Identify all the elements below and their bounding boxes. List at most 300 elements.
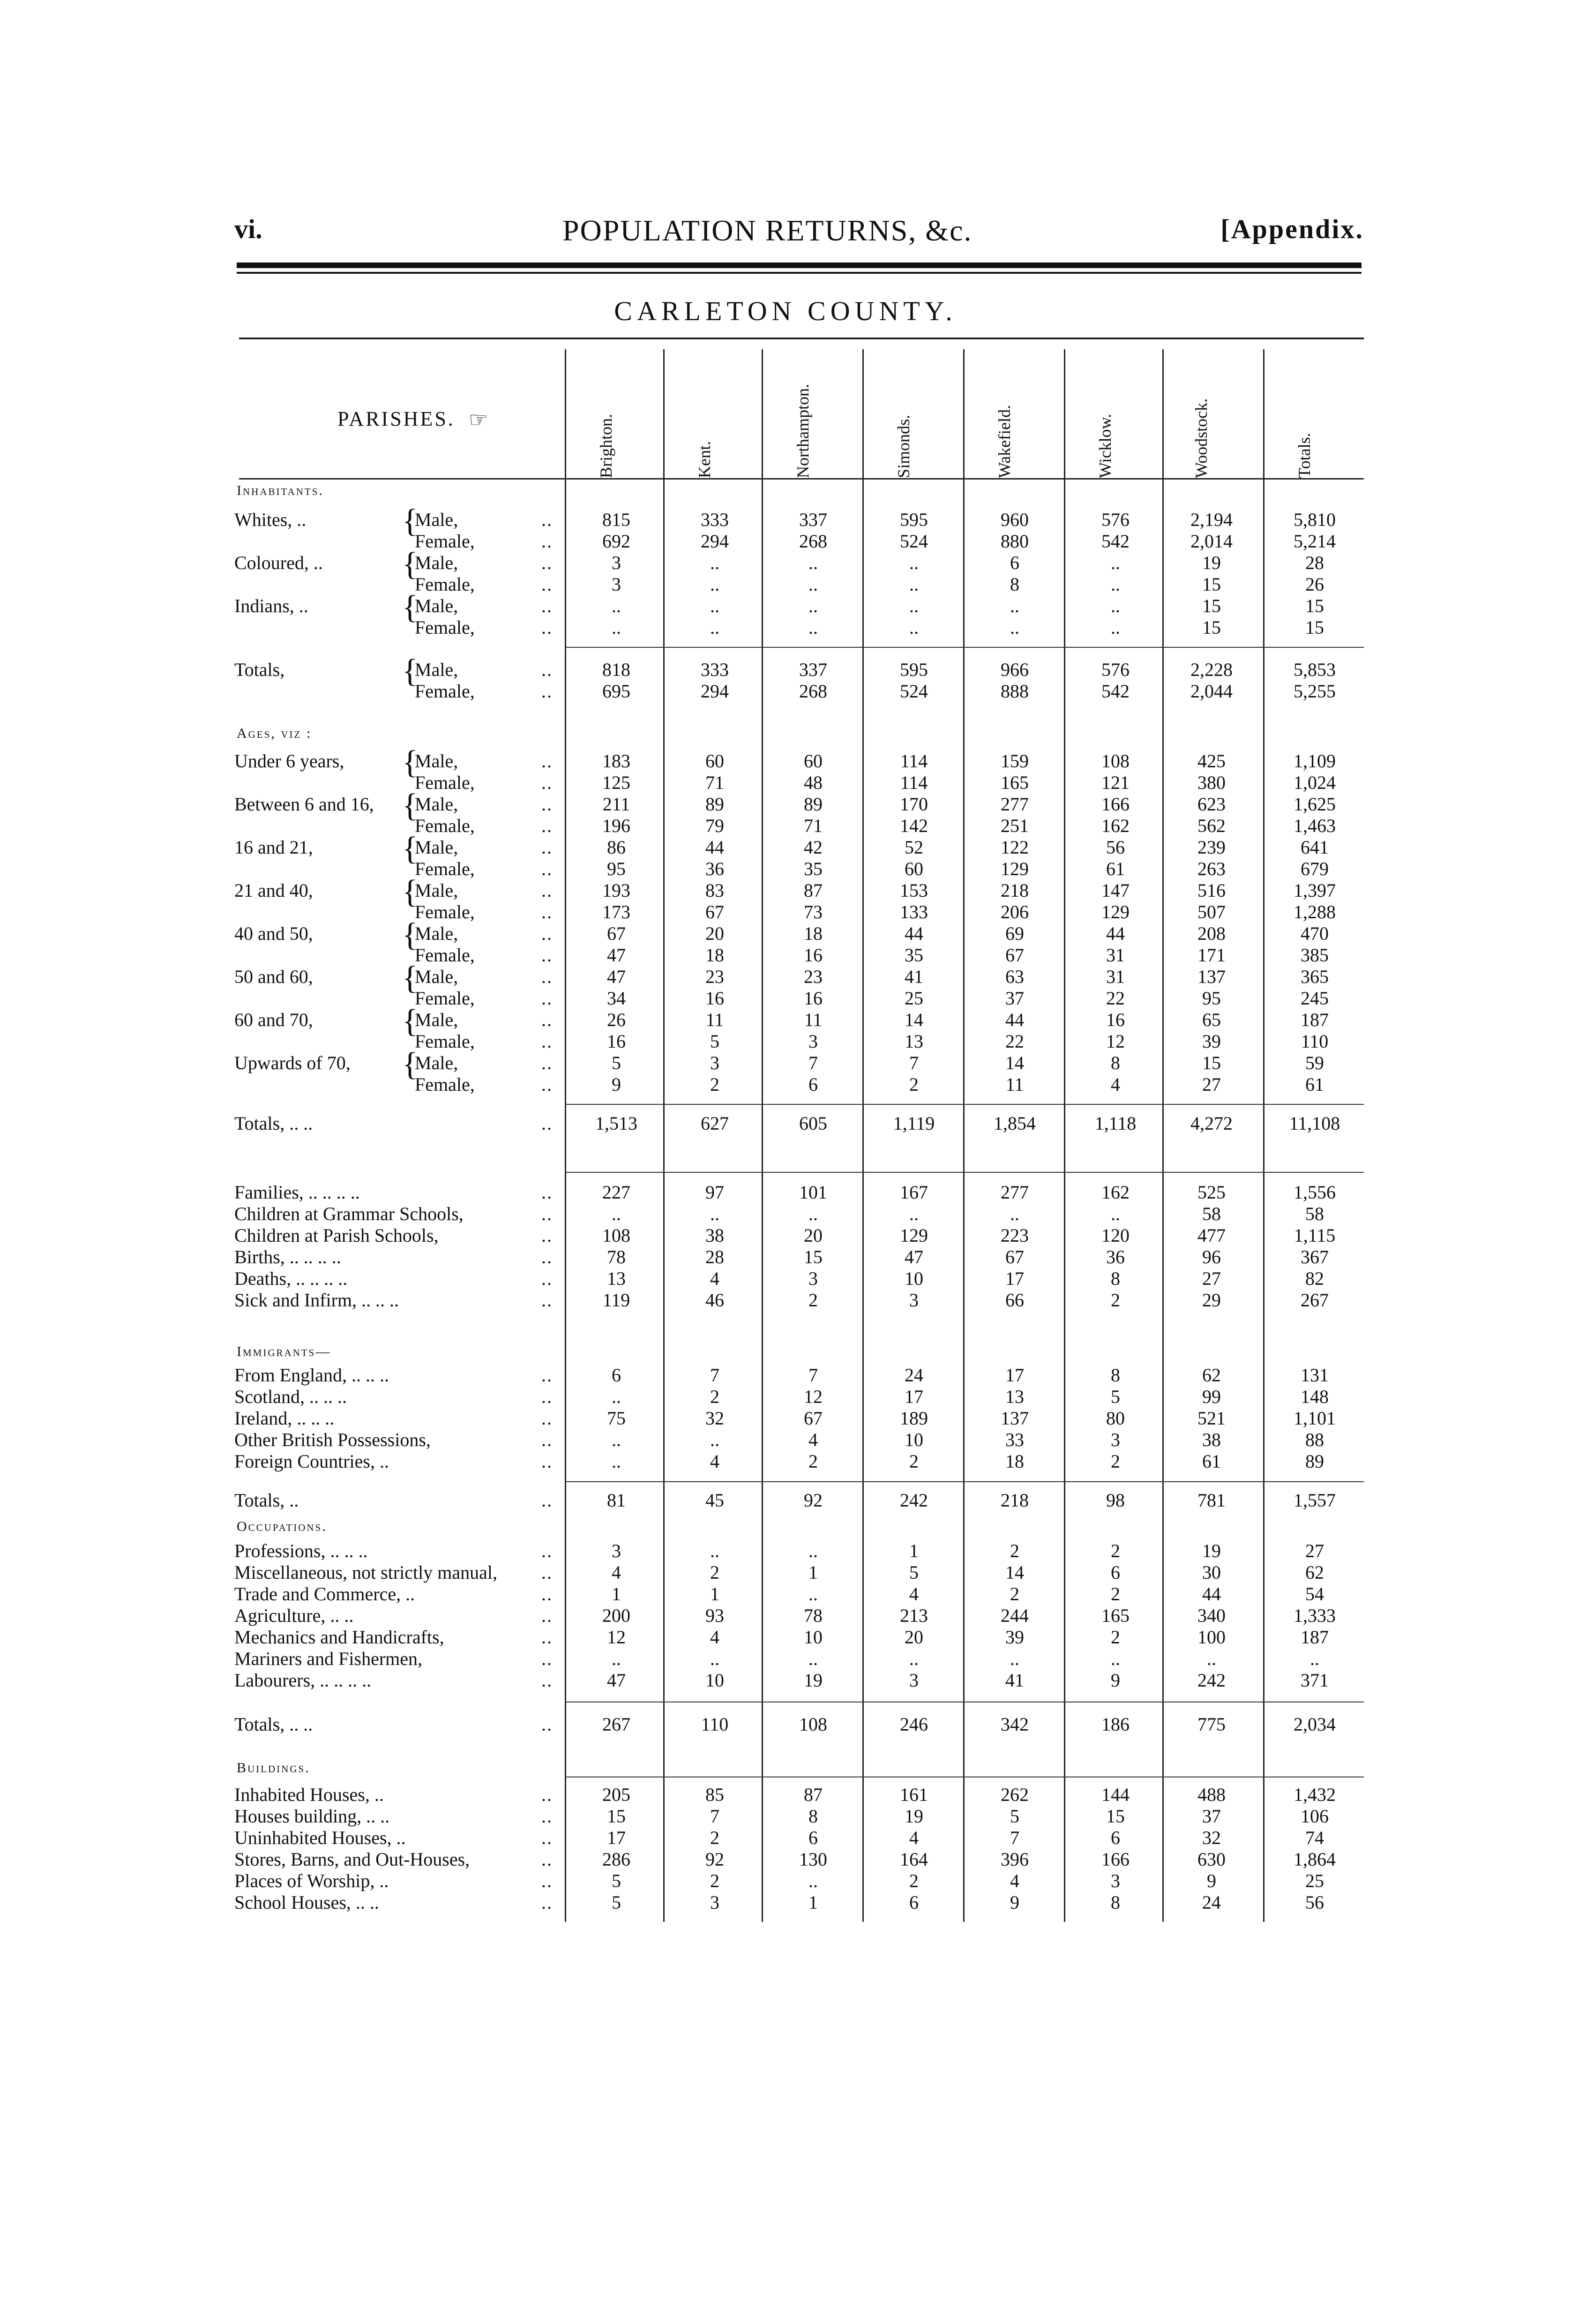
table-cell: 775 (1197, 1714, 1226, 1735)
table-cell: 340 (1197, 1605, 1226, 1626)
table-cell: 48 (804, 772, 823, 793)
table-cell: 95 (1202, 988, 1221, 1009)
running-title: POPULATION RETURNS, &c. (562, 214, 973, 247)
table-row (0, 1289, 1571, 1311)
table-cell: 170 (900, 794, 928, 815)
table-cell: 28 (705, 1246, 724, 1267)
leader-dots: .. (541, 1009, 553, 1030)
row-label: 60 and 70, (234, 1009, 313, 1030)
row-sublabel: Female, (415, 617, 475, 638)
table-row (0, 1009, 1571, 1030)
table-cell: 10 (905, 1429, 923, 1450)
table-cell: 12 (607, 1627, 626, 1648)
table-cell: 161 (900, 1784, 928, 1805)
table-row (0, 1540, 1571, 1561)
table-cell: 69 (1005, 923, 1024, 944)
table-cell: 44 (1106, 923, 1125, 944)
table-cell: 78 (607, 1246, 626, 1267)
table-cell: .. (710, 595, 719, 616)
table-cell: 2 (808, 1289, 818, 1311)
running-head (234, 209, 1364, 255)
table-cell: 211 (602, 794, 630, 815)
table-cell: 66 (1005, 1289, 1024, 1311)
table-cell: 3 (710, 1052, 719, 1073)
table-cell: 108 (799, 1714, 827, 1735)
brace-icon: { (402, 744, 418, 780)
table-cell: 125 (602, 772, 630, 793)
table-cell: 3 (612, 1540, 621, 1561)
table-row (0, 987, 1571, 1009)
leader-dots: .. (541, 750, 553, 772)
table-cell: 4 (1111, 1074, 1120, 1095)
table-cell: 186 (1101, 1714, 1130, 1735)
leader-dots: .. (541, 1246, 553, 1267)
leader-dots: .. (541, 1849, 553, 1870)
leader-dots: .. (541, 1182, 553, 1203)
table-cell: 333 (701, 659, 729, 680)
table-cell: 12 (1106, 1031, 1125, 1052)
table-row (0, 1246, 1571, 1267)
table-cell: .. (909, 617, 919, 638)
row-label: Labourers, .. .. .. .. (234, 1670, 372, 1691)
table-cell: 133 (900, 901, 928, 922)
brace-icon: { (402, 1046, 418, 1082)
table-cell: 5 (909, 1562, 919, 1583)
table-cell: 960 (1001, 509, 1029, 530)
table-row (0, 1364, 1571, 1386)
table-cell: 71 (705, 772, 724, 793)
table-cell: 34 (607, 988, 626, 1009)
table-cell: 147 (1101, 880, 1130, 901)
row-label: Between 6 and 16, (234, 794, 374, 815)
column-header-label: Kent. (695, 441, 714, 478)
table-cell: 524 (900, 531, 928, 552)
column-header-label: Northampton. (793, 384, 812, 478)
pointing-hand-icon: ☞ (469, 408, 488, 432)
table-cell: 26 (1305, 574, 1324, 595)
row-label: Coloured, .. (234, 552, 323, 573)
table-cell: 9 (1010, 1892, 1019, 1913)
header-bottom-rule (239, 478, 1364, 480)
table-cell: 1 (909, 1540, 919, 1561)
table-cell: .. (808, 595, 818, 616)
table-cell: 781 (1197, 1490, 1226, 1511)
row-sublabel: Female, (415, 901, 475, 922)
row-sublabel: Female, (415, 574, 475, 595)
header-rule-thin (237, 272, 1362, 274)
table-cell: 60 (705, 750, 724, 772)
table-cell: 695 (602, 681, 630, 702)
total-rule (565, 1172, 1364, 1173)
table-cell: 10 (905, 1268, 923, 1289)
leader-dots: .. (541, 772, 553, 793)
row-sublabel: Female, (415, 772, 475, 793)
table-cell: 524 (900, 681, 928, 702)
table-cell: 63 (1005, 966, 1024, 987)
leader-dots: .. (541, 617, 553, 638)
row-label: Births, .. .. .. .. (234, 1246, 341, 1267)
table-cell: .. (710, 552, 719, 573)
row-sublabel: Male, (415, 659, 458, 680)
leader-dots: .. (541, 1892, 553, 1913)
table-cell: 595 (900, 509, 928, 530)
table-cell: 2 (710, 1870, 719, 1891)
table-cell: 61 (1202, 1451, 1221, 1472)
table-cell: 38 (1202, 1429, 1221, 1450)
brace-icon: { (402, 831, 418, 867)
table-cell: 74 (1305, 1827, 1324, 1848)
leader-dots: .. (541, 1074, 553, 1095)
column-header-label: Totals. (1295, 433, 1314, 478)
table-cell: 89 (1305, 1451, 1324, 1472)
leader-dots: .. (541, 1490, 553, 1511)
table-cell: .. (1111, 574, 1120, 595)
table-cell: 627 (701, 1113, 729, 1134)
row-sublabel: Female, (415, 815, 475, 836)
section-occupations: Occupations. (237, 1519, 327, 1534)
table-cell: 54 (1305, 1583, 1324, 1604)
table-cell: .. (1010, 1648, 1019, 1669)
table-cell: 470 (1301, 923, 1329, 944)
table-cell: 337 (799, 659, 827, 680)
table-cell: 15 (1305, 595, 1324, 616)
table-cell: 13 (905, 1031, 923, 1052)
row-label: Inhabited Houses, .. (234, 1784, 384, 1805)
table-cell: 11,108 (1289, 1113, 1340, 1134)
table-cell: 19 (1202, 552, 1221, 573)
table-cell: 1 (710, 1583, 719, 1604)
table-cell: .. (612, 1386, 621, 1407)
row-label: Deaths, .. .. .. .. (234, 1268, 348, 1289)
table-cell: 129 (900, 1225, 928, 1246)
table-cell: 27 (1305, 1540, 1324, 1561)
column-header (1190, 347, 1219, 478)
table-cell: 6 (1111, 1562, 1120, 1583)
table-cell: 92 (705, 1849, 724, 1870)
table-cell: 244 (1001, 1605, 1029, 1626)
row-sublabel: Female, (415, 1031, 475, 1052)
table-cell: 187 (1301, 1009, 1329, 1030)
table-cell: 286 (602, 1849, 630, 1870)
table-cell: 818 (602, 659, 630, 680)
table-cell: 10 (804, 1627, 823, 1648)
table-cell: 966 (1001, 659, 1029, 680)
total-rule (565, 1104, 1364, 1105)
table-row (0, 772, 1571, 793)
table-cell: 16 (804, 988, 823, 1009)
leader-dots: .. (541, 1870, 553, 1891)
table-cell: .. (710, 1540, 719, 1561)
table-cell: 223 (1001, 1225, 1029, 1246)
leader-dots: .. (541, 901, 553, 922)
table-cell: 4 (1010, 1870, 1019, 1891)
table-cell: 119 (602, 1289, 630, 1311)
leader-dots: .. (541, 1562, 553, 1583)
table-cell: 137 (1197, 966, 1226, 987)
table-cell: 16 (705, 988, 724, 1009)
table-cell: 7 (710, 1364, 719, 1386)
leader-dots: .. (541, 681, 553, 702)
column-header (1294, 347, 1322, 478)
row-sublabel: Female, (415, 681, 475, 702)
row-label: Houses building, .. .. (234, 1806, 390, 1827)
leader-dots: .. (541, 1670, 553, 1691)
table-cell: 2 (909, 1870, 919, 1891)
table-row (0, 1870, 1571, 1891)
leader-dots: .. (541, 1806, 553, 1827)
table-row (0, 530, 1571, 552)
table-row (0, 616, 1571, 638)
row-sublabel: Female, (415, 945, 475, 966)
table-cell: 385 (1301, 945, 1329, 966)
table-cell: 2 (710, 1562, 719, 1583)
total-rule (565, 1481, 1364, 1482)
table-cell: 153 (900, 880, 928, 901)
row-sublabel: Female, (415, 531, 475, 552)
table-cell: 2 (909, 1074, 919, 1095)
table-row (0, 966, 1571, 987)
table-cell: 96 (1202, 1246, 1221, 1267)
table-cell: 1,513 (595, 1113, 637, 1134)
table-row (0, 1604, 1571, 1626)
row-label: Upwards of 70, (234, 1052, 351, 1073)
leader-dots: .. (541, 794, 553, 815)
table-cell: 206 (1001, 901, 1029, 922)
row-sublabel: Male, (415, 923, 458, 944)
table-cell: 542 (1101, 531, 1130, 552)
leader-dots: .. (541, 1451, 553, 1472)
table-cell: 83 (705, 880, 724, 901)
brace-icon: { (402, 503, 418, 539)
table-cell: .. (1111, 1648, 1120, 1669)
table-cell: 44 (1005, 1009, 1024, 1030)
table-cell: 227 (602, 1182, 630, 1203)
table-cell: 164 (900, 1849, 928, 1870)
table-cell: 200 (602, 1605, 630, 1626)
column-header (893, 347, 921, 478)
table-row (0, 1203, 1571, 1224)
table-cell: 1,333 (1294, 1605, 1336, 1626)
table-cell: 4 (909, 1583, 919, 1604)
table-cell: .. (710, 574, 719, 595)
table-cell: 30 (1202, 1562, 1221, 1583)
column-header (1094, 347, 1122, 478)
row-label: Mariners and Fishermen, (234, 1648, 423, 1669)
table-cell: 641 (1301, 837, 1329, 858)
table-row (0, 1052, 1571, 1073)
table-cell: 2 (808, 1451, 818, 1472)
leader-dots: .. (541, 1364, 553, 1386)
brace-icon: { (402, 589, 418, 625)
table-row (0, 901, 1571, 922)
table-cell: .. (808, 574, 818, 595)
row-sublabel: Male, (415, 595, 458, 616)
table-cell: 17 (1005, 1364, 1024, 1386)
table-cell: .. (909, 552, 919, 573)
table-cell: 60 (804, 750, 823, 772)
table-cell: 18 (804, 923, 823, 944)
leader-dots: .. (541, 1429, 553, 1450)
table-cell: .. (612, 1429, 621, 1450)
county-title: CARLETON COUNTY. (614, 296, 957, 326)
table-cell: 507 (1197, 901, 1226, 922)
column-header-label: Wakefield. (995, 405, 1014, 478)
table-cell: 396 (1001, 1849, 1029, 1870)
table-cell: 277 (1001, 1182, 1029, 1203)
table-cell: 3 (909, 1289, 919, 1311)
leader-dots: .. (541, 1268, 553, 1289)
table-cell: 67 (607, 923, 626, 944)
table-cell: 81 (607, 1490, 626, 1511)
table-row (0, 750, 1571, 772)
table-cell: 815 (602, 509, 630, 530)
table-cell: 16 (607, 1031, 626, 1052)
table-cell: 294 (701, 531, 729, 552)
table-cell: 605 (799, 1113, 827, 1134)
table-cell: 13 (607, 1268, 626, 1289)
table-cell: 488 (1197, 1784, 1226, 1805)
table-cell: 166 (1101, 794, 1130, 815)
table-cell: 1 (612, 1583, 621, 1604)
table-row (0, 1669, 1571, 1691)
table-row (0, 1561, 1571, 1583)
leader-dots: .. (541, 1540, 553, 1561)
table-cell: .. (710, 1203, 719, 1224)
table-row (0, 879, 1571, 901)
row-label: Mechanics and Handicrafts, (234, 1627, 444, 1648)
table-row (0, 1848, 1571, 1870)
column-header-label: Simonds. (894, 414, 913, 478)
table-cell: 130 (799, 1849, 827, 1870)
table-cell: 1,118 (1094, 1113, 1137, 1134)
table-cell: 576 (1101, 509, 1130, 530)
table-cell: 692 (602, 531, 630, 552)
table-cell: 268 (799, 531, 827, 552)
table-cell: 110 (701, 1714, 729, 1735)
table-cell: 5 (710, 1031, 719, 1052)
table-cell: 8 (1111, 1052, 1120, 1073)
table-cell: 19 (905, 1806, 923, 1827)
table-cell: 1,432 (1294, 1784, 1336, 1805)
brace-icon: { (402, 1003, 418, 1039)
table-cell: 85 (705, 1784, 724, 1805)
row-sublabel: Female, (415, 988, 475, 1009)
table-cell: 120 (1101, 1225, 1130, 1246)
table-cell: 75 (607, 1408, 626, 1429)
table-cell: 477 (1197, 1225, 1226, 1246)
table-cell: 99 (1202, 1386, 1221, 1407)
table-cell: 5 (612, 1892, 621, 1913)
table-cell: 37 (1202, 1806, 1221, 1827)
table-cell: 542 (1101, 681, 1130, 702)
leader-dots: .. (541, 1583, 553, 1604)
table-row (0, 552, 1571, 573)
leader-dots: .. (541, 1052, 553, 1073)
table-cell: 2,044 (1190, 681, 1233, 702)
row-label: Agriculture, .. .. (234, 1605, 354, 1626)
row-sublabel: Male, (415, 552, 458, 573)
table-cell: 2 (710, 1074, 719, 1095)
table-cell: 562 (1197, 815, 1226, 836)
total-rule (565, 647, 1364, 648)
table-cell: 20 (804, 1225, 823, 1246)
table-row (0, 922, 1571, 944)
table-row (0, 1429, 1571, 1450)
leader-dots: .. (541, 1289, 553, 1311)
table-cell: 7 (1010, 1827, 1019, 1848)
column-header-label: Woodstock. (1192, 398, 1211, 478)
table-cell: 6 (1111, 1827, 1120, 1848)
table-cell: .. (909, 574, 919, 595)
table-cell: 106 (1301, 1806, 1329, 1827)
table-cell: 576 (1101, 659, 1130, 680)
row-label: Other British Possessions, (234, 1429, 431, 1450)
table-cell: 14 (905, 1009, 923, 1030)
table-cell: 8 (1111, 1364, 1120, 1386)
table-cell: 87 (804, 1784, 823, 1805)
table-cell: 380 (1197, 772, 1226, 793)
table-cell: 6 (909, 1892, 919, 1913)
table-cell: 61 (1106, 858, 1125, 879)
table-cell: 162 (1101, 1182, 1130, 1203)
row-label: Under 6 years, (234, 750, 344, 772)
table-cell: 3 (612, 574, 621, 595)
table-cell: 2,014 (1190, 531, 1233, 552)
leader-dots: .. (541, 1386, 553, 1407)
table-cell: 3 (612, 552, 621, 573)
row-label: School Houses, .. .. (234, 1892, 379, 1913)
row-sublabel: Male, (415, 794, 458, 815)
table-cell: .. (808, 552, 818, 573)
table-cell: 5 (1111, 1386, 1120, 1407)
table-cell: 165 (1101, 1605, 1130, 1626)
table-cell: 277 (1001, 794, 1029, 815)
table-cell: 39 (1202, 1031, 1221, 1052)
table-cell: 9 (612, 1074, 621, 1095)
table-cell: 1,288 (1294, 901, 1336, 922)
table-row (0, 1805, 1571, 1827)
table-cell: 2 (710, 1386, 719, 1407)
table-cell: 19 (804, 1670, 823, 1691)
table-cell: .. (1111, 595, 1120, 616)
table-cell: 44 (705, 837, 724, 858)
table-cell: 39 (1005, 1627, 1024, 1648)
table-cell: .. (1310, 1648, 1319, 1669)
table-cell: 1,397 (1294, 880, 1336, 901)
leader-dots: .. (541, 1605, 553, 1626)
table-cell: 131 (1301, 1364, 1329, 1386)
table-cell: 2 (1111, 1583, 1120, 1604)
row-sublabel: Male, (415, 509, 458, 530)
section-inhabitants: Inhabitants. (237, 483, 324, 498)
table-row (0, 659, 1571, 680)
page-number: vi. (234, 214, 262, 244)
table-cell: 5,214 (1294, 531, 1336, 552)
table-cell: 165 (1001, 772, 1029, 793)
table-cell: 144 (1101, 1784, 1130, 1805)
table-cell: 2 (1111, 1451, 1120, 1472)
table-cell: 17 (1005, 1268, 1024, 1289)
column-header (694, 347, 722, 478)
table-cell: 371 (1301, 1670, 1329, 1691)
table-cell: 28 (1305, 552, 1324, 573)
table-cell: 3 (1111, 1429, 1120, 1450)
table-cell: 47 (607, 945, 626, 966)
parishes-label: PARISHES. (337, 407, 455, 430)
table-cell: 31 (1106, 966, 1125, 987)
row-label: Places of Worship, .. (234, 1870, 389, 1891)
row-label: Miscellaneous, not strictly manual, (234, 1562, 497, 1583)
